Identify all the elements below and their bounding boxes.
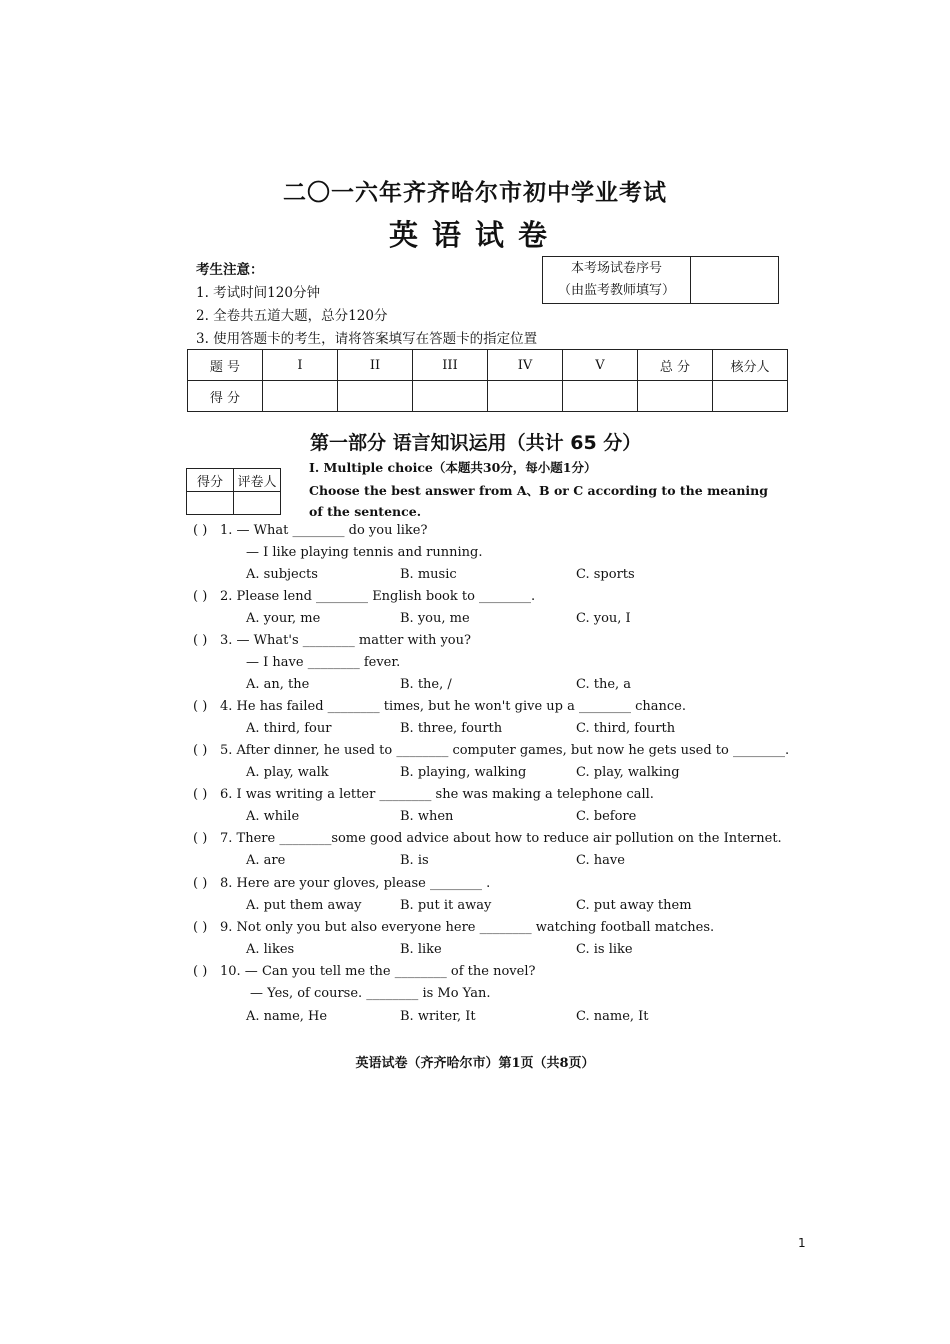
grader-score-cell[interactable] <box>187 492 234 515</box>
score-header-row <box>188 350 788 381</box>
score-cell[interactable] <box>488 381 563 412</box>
section-title: I. Multiple choice（本题共30分，每小题1分） <box>309 460 597 475</box>
notice-item: 3. 使用答题卡的考生，请将答案填写在答题卡的指定位置 <box>196 331 538 347</box>
option-a: A. put them away <box>246 898 362 913</box>
option-c: C. play, walking <box>576 765 680 780</box>
option-a: A. an, the <box>246 677 310 692</box>
score-cell[interactable] <box>263 381 338 412</box>
question-stem: 5. After dinner, he used to ________ computer games, but now he gets used to ________. <box>220 743 790 758</box>
option-a: A. play, walk <box>246 765 329 780</box>
option-c: C. sports <box>576 567 635 582</box>
seat-number-label <box>543 257 691 304</box>
option-b: B. three, fourth <box>400 721 503 736</box>
score-cell[interactable] <box>638 381 713 412</box>
option-c: C. name, It <box>576 1009 649 1024</box>
option-a: A. subjects <box>246 567 318 582</box>
option-a: A. name, He <box>246 1009 328 1024</box>
grader-score-label: 得分 <box>187 469 234 492</box>
notice-item: 1. 考试时间120分钟 <box>196 285 320 301</box>
part-title: 第一部分 语言知识运用（共计 65 分） <box>310 432 642 454</box>
score-table <box>187 349 788 412</box>
question-stem: 8. Here are your gloves, please ________ . <box>220 876 491 891</box>
score-header-cell: 核分人 <box>713 350 788 381</box>
option-b: B. put it away <box>400 898 492 913</box>
option-b: B. you, me <box>400 611 470 626</box>
option-b: B. playing, walking <box>400 765 527 780</box>
score-header-cell: 题 号 <box>188 350 263 381</box>
option-b: B. when <box>400 809 454 824</box>
option-a: A. your, me <box>246 611 321 626</box>
score-header-cell: I <box>263 350 338 381</box>
question-response: — Yes, of course. ________ is Mo Yan. <box>250 986 491 1001</box>
score-header-cell: II <box>338 350 413 381</box>
grader-name-cell[interactable] <box>234 492 281 515</box>
option-b: B. is <box>400 853 429 868</box>
question-stem: 4. He has failed ________ times, but he won't give up a ________ chance. <box>220 699 687 714</box>
answer-parentheses[interactable]: ( ) <box>193 964 208 979</box>
score-row-label: 得 分 <box>188 381 263 412</box>
score-header-cell: IV <box>488 350 563 381</box>
section-instruction: Choose the best answer from A、B or C according to the meaning of the sentence. <box>309 483 769 519</box>
question-response: — I like playing tennis and running. <box>246 545 483 560</box>
seat-number-cell[interactable] <box>691 257 779 304</box>
answer-parentheses[interactable]: ( ) <box>193 787 208 802</box>
option-a: A. while <box>246 809 300 824</box>
option-b: B. like <box>400 942 442 957</box>
score-cell[interactable] <box>713 381 788 412</box>
answer-parentheses[interactable]: ( ) <box>193 589 208 604</box>
option-c: C. is like <box>576 942 633 957</box>
score-cell[interactable] <box>338 381 413 412</box>
answer-parentheses[interactable]: ( ) <box>193 876 208 891</box>
notice-item: 2. 全卷共五道大题，总分120分 <box>196 308 388 324</box>
score-cell[interactable] <box>563 381 638 412</box>
grader-box <box>186 468 281 515</box>
question-stem: 7. There ________some good advice about how to reduce air pollution on the Internet. <box>220 831 782 846</box>
answer-parentheses[interactable]: ( ) <box>193 743 208 758</box>
question-stem: 1. — What ________ do you like? <box>220 523 428 538</box>
grader-name-label: 评卷人 <box>234 469 281 492</box>
exam-title: 二〇一六年齐齐哈尔市初中学业考试 <box>283 180 667 206</box>
question-response: — I have ________ fever. <box>246 655 401 670</box>
question-stem: 9. Not only you but also everyone here ________ watching football matches. <box>220 920 715 935</box>
option-b: B. music <box>400 567 457 582</box>
score-header-cell: V <box>563 350 638 381</box>
score-header-cell: III <box>413 350 488 381</box>
option-c: C. third, fourth <box>576 721 676 736</box>
option-a: A. likes <box>246 942 295 957</box>
option-b: B. writer, It <box>400 1009 476 1024</box>
exam-subtitle: 英语试卷 <box>388 218 561 252</box>
notice-heading: 考生注意： <box>196 262 264 278</box>
question-stem: 10. — Can you tell me the ________ of the novel? <box>220 964 536 979</box>
answer-parentheses[interactable]: ( ) <box>193 831 208 846</box>
option-c: C. you, I <box>576 611 631 626</box>
score-value-row <box>188 381 788 412</box>
answer-parentheses[interactable]: ( ) <box>193 920 208 935</box>
option-c: C. have <box>576 853 625 868</box>
seat-number-line2: （由监考教师填写） <box>557 283 675 298</box>
option-c: C. put away them <box>576 898 692 913</box>
question-stem: 3. — What's ________ matter with you? <box>220 633 471 648</box>
seat-number-line1: 本考场试卷序号 <box>570 261 662 276</box>
score-header-cell: 总 分 <box>638 350 713 381</box>
page-footer: 英语试卷（齐齐哈尔市）第1页（共8页） <box>355 1056 595 1071</box>
answer-parentheses[interactable]: ( ) <box>193 523 208 538</box>
question-stem: 2. Please lend ________ English book to ________. <box>220 589 536 604</box>
option-a: A. are <box>246 853 286 868</box>
question-stem: 6. I was writing a letter ________ she was making a telephone call. <box>220 787 654 802</box>
score-cell[interactable] <box>413 381 488 412</box>
seat-number-box <box>542 256 779 304</box>
page-number: 1 <box>798 1236 806 1250</box>
answer-parentheses[interactable]: ( ) <box>193 699 208 714</box>
option-a: A. third, four <box>246 721 332 736</box>
option-b: B. the, / <box>400 677 452 692</box>
option-c: C. before <box>576 809 637 824</box>
answer-parentheses[interactable]: ( ) <box>193 633 208 648</box>
option-c: C. the, a <box>576 677 632 692</box>
